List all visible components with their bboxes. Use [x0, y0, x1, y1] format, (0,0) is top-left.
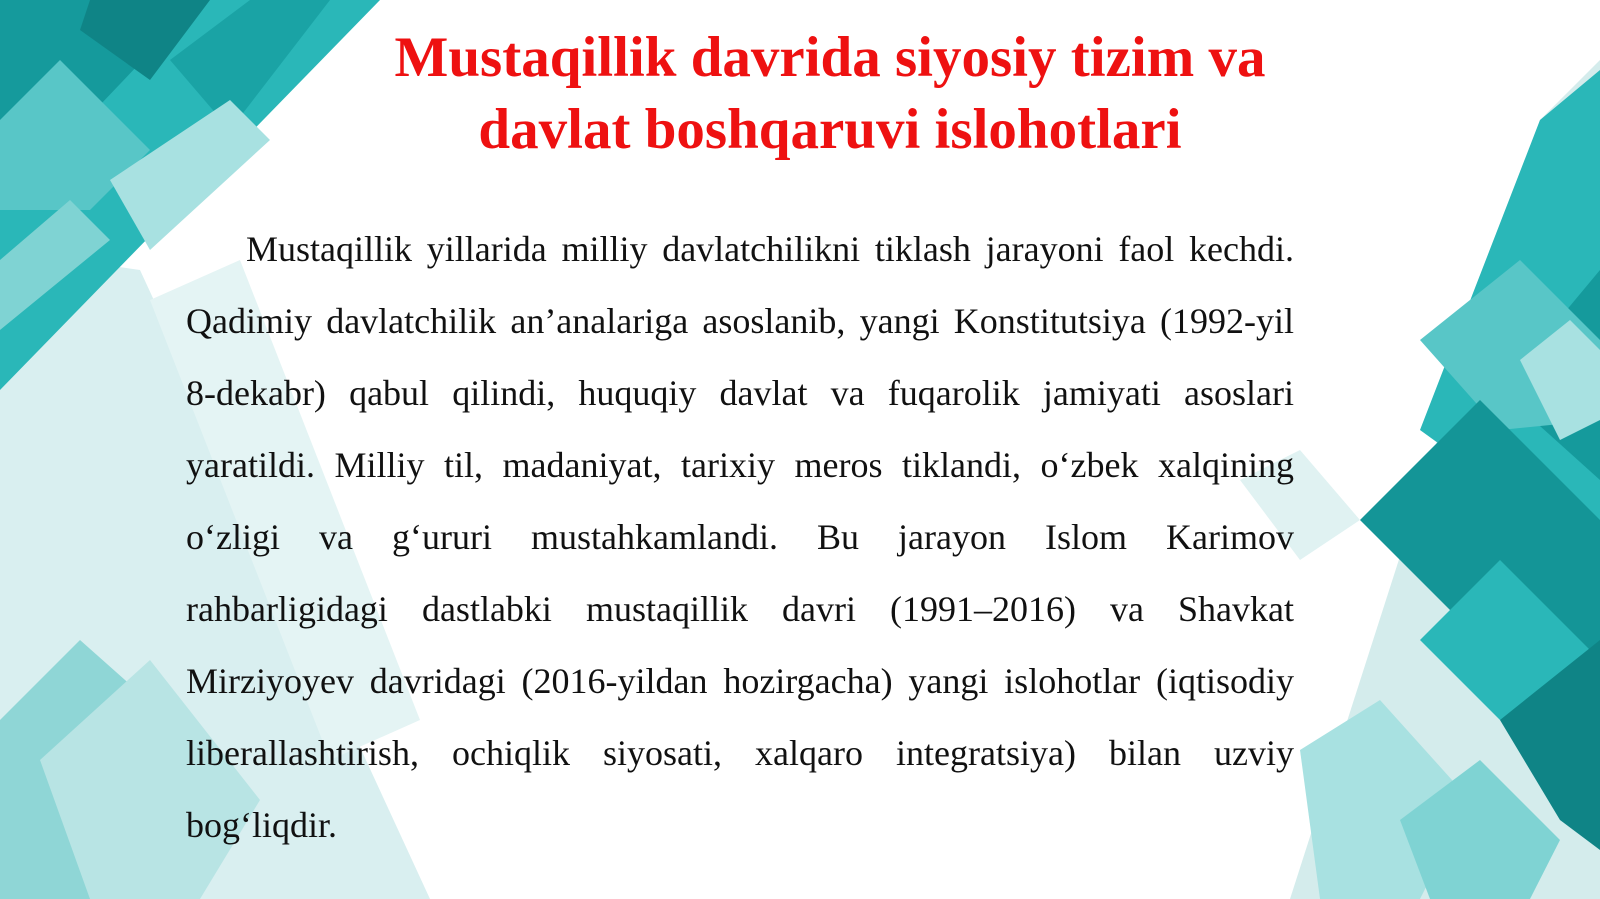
- slide-title-line-1: Mustaqillik davrida siyosiy tizim va: [394, 26, 1266, 89]
- body-paragraph: Mustaqillik yillarida milliy davlatchilikni tiklash jarayoni faol kechdi. Qadimiy davlatchilik an’analariga asoslanib, yangi Konstitutsiya (1992-yil 8-dekabr) qabul qilindi, huquqiy davlat va fuqarolik jamiyati asoslari yaratildi. Milliy til, madaniyat, tarixiy meros tiklandi, o‘zbek xalqining o‘zligi va g‘ururi mustahkamlandi. Bu jarayon Islom Karimov rahbarligidagi dastlabki mustaqillik davri (1991–2016) va Shavkat Mirziyoyev davridagi (2016-yildan hozirgacha) yangi islohotlar (iqtisodiy liberallashtirish, ochiqlik siyosati, xalqaro integratsiya) bilan uzviy bog‘liqdir.: [186, 229, 1294, 845]
- slide-title: [330, 22, 1330, 166]
- slide-title-line-2: davlat boshqaruvi islohotlari: [478, 98, 1182, 161]
